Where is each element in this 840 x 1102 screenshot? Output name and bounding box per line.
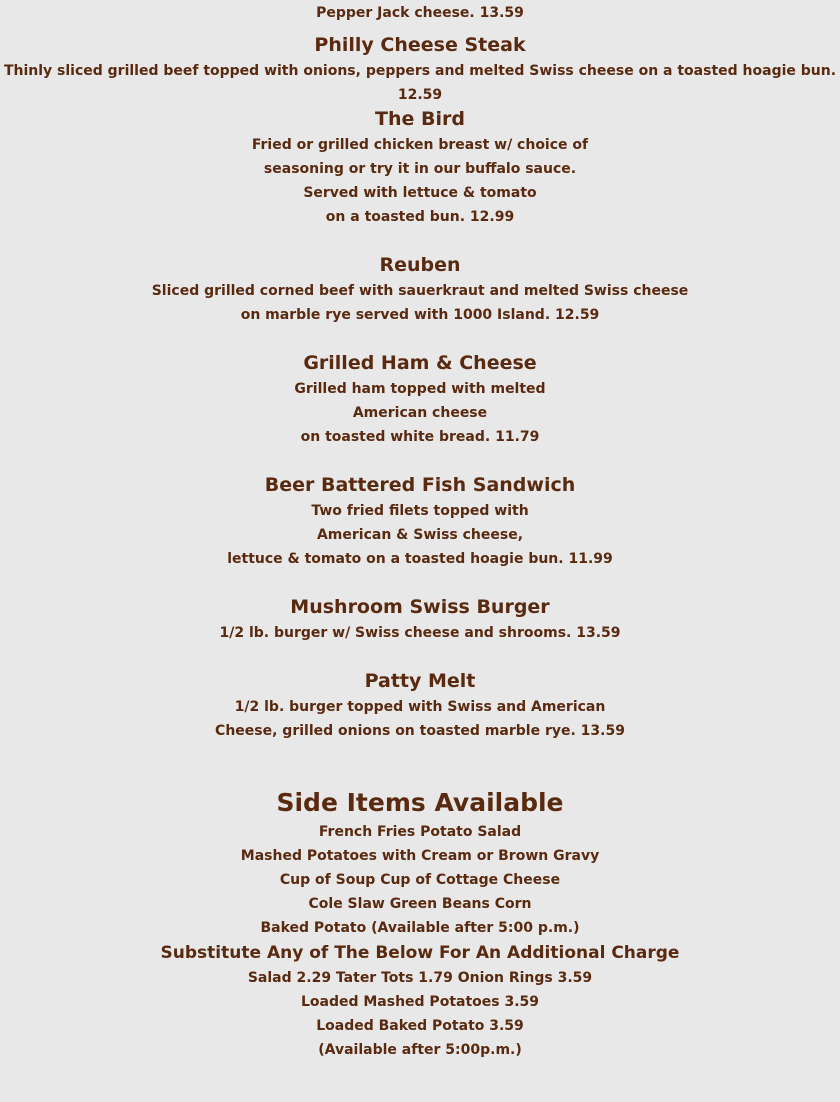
menu-item-description: on a toasted bun. 12.99 — [325, 209, 515, 225]
menu-item-fish-sandwich — [0, 471, 840, 571]
menu-item-description: American cheese — [352, 405, 488, 421]
menu-item-description: Grilled ham topped with melted — [294, 381, 546, 397]
menu-item-description: American & Swiss cheese, — [316, 527, 524, 543]
substitute-line: Loaded Baked Potato 3.59 — [316, 1018, 524, 1034]
menu-item-patty-melt — [0, 667, 840, 743]
side-item-line: Cup of Soup Cup of Cottage Cheese — [279, 872, 561, 888]
partial-item-description: Pepper Jack cheese. 13.59 — [316, 5, 524, 21]
menu-item-description: lettuce & tomato on a toasted hoagie bun. 11.99 — [227, 551, 613, 567]
menu-item-title: Beer Battered Fish Sandwich — [264, 474, 576, 496]
menu-item-description: seasoning or try it in our buffalo sauce. — [263, 161, 577, 177]
side-item-line: Mashed Potatoes with Cream or Brown Gravy — [240, 848, 600, 864]
side-item-line: Baked Potato (Available after 5:00 p.m.) — [260, 920, 580, 936]
menu-item-description: Thinly sliced grilled beef topped with onions, peppers and melted Swiss cheese on a toasted hoagie bun. 12.59 — [3, 63, 837, 103]
substitute-line: (Available after 5:00p.m.) — [318, 1042, 522, 1058]
menu-item-description: Fried or grilled chicken breast w/ choice of — [251, 137, 589, 153]
substitute-line: Loaded Mashed Potatoes 3.59 — [300, 994, 540, 1010]
menu-item-title: Philly Cheese Steak — [314, 34, 526, 56]
menu-item-description: on toasted white bread. 11.79 — [300, 429, 540, 445]
menu-item-reuben — [0, 251, 840, 327]
menu-item-the-bird — [0, 105, 840, 229]
menu-item-title: Patty Melt — [364, 670, 476, 692]
menu-item-description: Two fried filets topped with — [311, 503, 529, 519]
substitute-line: Salad 2.29 Tater Tots 1.79 Onion Rings 3.59 — [247, 970, 593, 986]
menu-item-description: Sliced grilled corned beef with sauerkraut and melted Swiss cheese — [151, 283, 689, 299]
side-items-section — [0, 786, 840, 1062]
menu-item-grilled-ham-cheese — [0, 349, 840, 449]
side-item-line: Cole Slaw Green Beans Corn — [308, 896, 532, 912]
menu-item-description: 1/2 lb. burger w/ Swiss cheese and shrooms. 13.59 — [219, 625, 621, 641]
menu-item-description: on marble rye served with 1000 Island. 12.59 — [240, 307, 600, 323]
menu-item-description: 1/2 lb. burger topped with Swiss and American — [234, 699, 606, 715]
menu-item-title: Grilled Ham & Cheese — [303, 352, 537, 374]
menu-item-description: Served with lettuce & tomato — [303, 185, 537, 201]
substitute-title: Substitute Any of The Below For An Additional Charge — [160, 943, 680, 963]
menu-item-description: Cheese, grilled onions on toasted marble rye. 13.59 — [215, 723, 625, 739]
menu-item-title: The Bird — [375, 108, 465, 130]
menu-item-philly-cheese-steak — [0, 31, 840, 107]
side-item-line: French Fries Potato Salad — [318, 824, 522, 840]
menu-item-mushroom-swiss-burger — [0, 593, 840, 645]
menu-item-title: Mushroom Swiss Burger — [290, 596, 550, 618]
menu-item-title: Reuben — [379, 254, 461, 276]
side-items-title: Side Items Available — [276, 788, 564, 817]
